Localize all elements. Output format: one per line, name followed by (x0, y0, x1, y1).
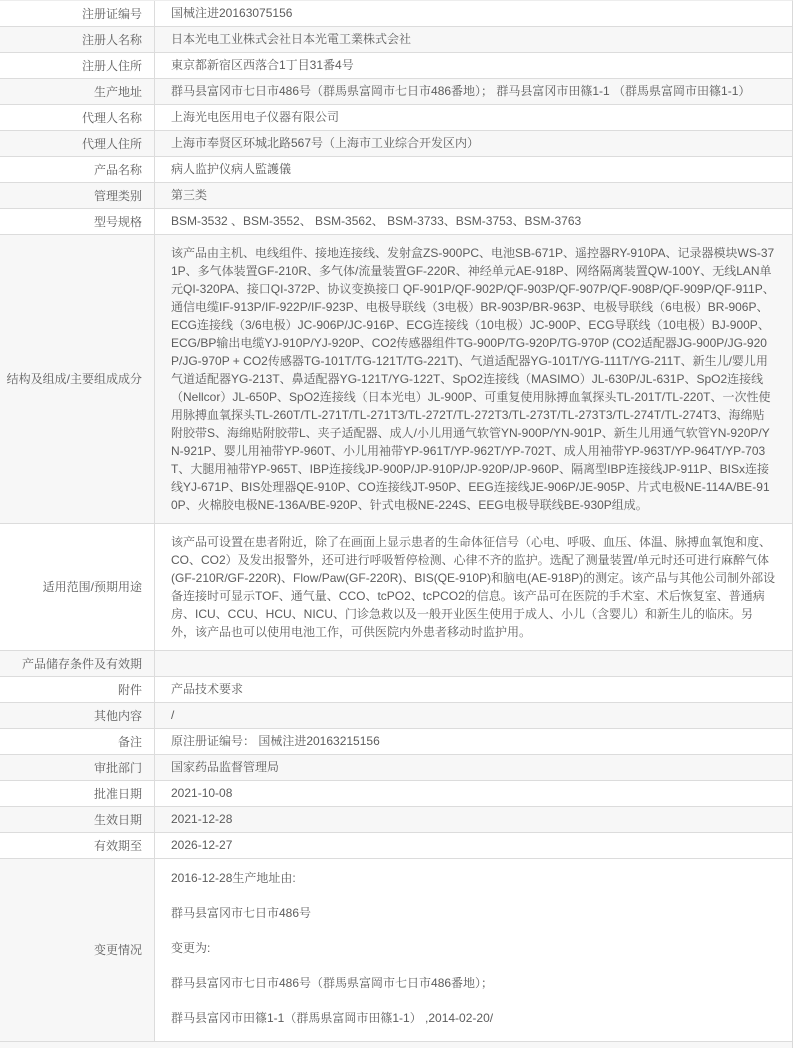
field-label: 代理人名称 (0, 105, 155, 130)
change-info-line: 群马县富冈市田篠1-1（群馬県富岡市田篠1-1） ,2014-02-20/ (171, 1011, 494, 1025)
field-label: 批准日期 (0, 781, 155, 806)
field-value: 上海光电医用电子仪器有限公司 (171, 110, 340, 124)
field-label: 其他内容 (0, 703, 155, 728)
field-value: 该产品可设置在患者附近，除了在画面上显示患者的生命体征信号（心电、呼吸、血压、体温、脉搏血氧饱和度、CO、CO2）及发出报警外，还可进行呼吸暂停检测、心律不齐的监护。选配了测量装置/单元时还可进行麻醉气体(GF-210R/GF-220R)、Flow/Paw(GF-220R)、BIS(QE-910P)和脑电(AE-918P)的测定。该产品与其他公司制外部设备连接时可显示TOF、通气量、CCO、tcPO2、tcPCO2的信息。该产品可在医院的手术室、术后恢复室、普通病房、ICU、CCU、HCU、NICU、门诊急救以及一般开业医生使用于成人、小儿（含婴儿）和新生儿的临床。另外，该产品也可以使用电池工作，可供医院内外患者移动时监护用。 (171, 535, 776, 639)
table-row-product-name (0, 157, 792, 183)
table-row-effective-date (0, 807, 792, 833)
field-value: 产品技术要求 (171, 682, 244, 696)
field-value: 国械注进20163075156 (171, 6, 293, 20)
field-label: 产品储存条件及有效期 (0, 651, 155, 676)
table-row-remarks (0, 729, 792, 755)
table-row-registrant-name (0, 27, 792, 53)
field-value: 2021-10-08 (171, 786, 233, 800)
table-row-attachment (0, 677, 792, 703)
change-info-line: 变更为: (171, 941, 211, 955)
field-value: 国家药品监督管理局 (171, 760, 280, 774)
table-row-management-category (0, 183, 792, 209)
field-label: 备注 (0, 729, 155, 754)
field-label: 变更情况 (0, 859, 155, 1041)
field-label: 生效日期 (0, 807, 155, 832)
table-row-production-address (0, 79, 792, 105)
field-value (155, 651, 792, 676)
field-label: 产品名称 (0, 157, 155, 182)
table-row-structure-composition (0, 235, 792, 524)
table-row-registration-certificate-number (0, 1, 792, 27)
field-label: 生产地址 (0, 79, 155, 104)
field-value: 日本光电工业株式会社日本光電工業株式会社 (171, 32, 412, 46)
change-info-line: 2016-12-28生产地址由: (171, 871, 296, 885)
field-label: 代理人住所 (0, 131, 155, 156)
field-value: 原注册证编号： 国械注进20163215156 (171, 734, 380, 748)
field-value: 病人监护仪病人監護儀 (171, 162, 292, 176)
field-value: 東京都新宿区西落合1丁目31番4号 (171, 58, 354, 72)
field-value: / (171, 708, 175, 722)
field-label: 结构及组成/主要组成成分 (0, 235, 155, 523)
field-value: 第三类 (171, 188, 208, 202)
field-value: 该产品由主机、电线组件、接地连接线、发射盒ZS-900PC、电池SB-671P、遥控器RY-910PA、记录器模块WS-371P、多气体装置GF-210R、多气体/流量装置GF-220R、神经单元AE-918P、网络隔离装置QW-100Y、无线LAN单元QI-320PA、接口QI-372P、协议变换接口 QF-901P/QF-902P/QF-903P/QF-907P/QF-908P/QF-909P/QF-911P、通信电缆IF-913P/IF-922P/IF-923P、电极导联线（3电极）BR-903P/BR-963P、电极导联线（6电极）BR-906P、ECG连接线（3/6电极）JC-906P/JC-916P、ECG连接线（10电极）JC-900P、ECG导联线（10电极）BJ-900P、ECG/BP输出电缆YJ-910P/YJ-920P、CO2传感器组件TG-900P/TG-920P/TG-970P (CO2适配器JG-900P/JG-920P/JG-970P + CO2传感器TG-101T/TG-121T/TG-221T)、气道适配器YG-101T/YG-111T/YG-211T、新生儿/婴儿用气道适配器YG-213T、鼻适配器YG-121T/YG-122T、SpO2连接线（MASIMO）JL-630P/JL-631P、SpO2连接线（Nellcor）JL-650P、SpO2连接线（日本光电）JL-900P、可重复使用脉搏血氧探头TL-201T/TL-220T、一次性使用脉搏血氧探头TL-260T/TL-271T/TL-271T3/TL-272T/TL-272T3/TL-273T/TL-273T3/TL-274T/TL-274T3、海绵贴附胶带S、海绵贴附胶带L、夹子适配器、成人/小儿用通气软管YN-900P/YN-901P、新生儿用通气软管YN-920P/YN-921P、婴儿用袖带YP-960T、小儿用袖带YP-961T/YP-962T/YP-702T、成人用袖带YP-963T/YP-964T/YP-703T、大腿用袖带YP-965T、IBP连接线JP-900P/JP-910P/JP-920P/JP-960P、隔离型IBP连接线JP-911P、BISx连接线YJ-671P、BIS处理器QE-910P、CO连接线JT-950P、EEG连接线JE-906P/JE-905P、片式电极NE-114A/BE-910P、火棉胶电极NE-136A/BE-920P、针式电极NE-224S、EEG电极导联线BE-930P组成。 (171, 246, 775, 512)
field-label: 附件 (0, 677, 155, 702)
field-label: 有效期至 (0, 833, 155, 858)
table-row-valid-until (0, 833, 792, 859)
table-row-model-specification (0, 209, 792, 235)
field-value: 2021-12-28 (171, 812, 233, 826)
table-row-storage-conditions (0, 651, 792, 677)
table-row-agent-name (0, 105, 792, 131)
table-row-other-content (0, 703, 792, 729)
table-row-registrant-address (0, 53, 792, 79)
table-row-agent-address (0, 131, 792, 157)
change-info-line: 群马县富冈市七日市486号（群馬県富岡市七日市486番地）； (171, 976, 494, 990)
field-label: 注册人住所 (0, 53, 155, 78)
table-row-approval-department (0, 755, 792, 781)
field-value (155, 859, 792, 1041)
field-label: 型号规格 (0, 209, 155, 234)
table-row-change-info (0, 859, 792, 1042)
field-label: 管理类别 (0, 183, 155, 208)
cut-off-next-row (0, 1042, 793, 1048)
table-row-approval-date (0, 781, 792, 807)
field-value: BSM-3532 、BSM-3552、 BSM-3562、 BSM-3733、BSM-3753、BSM-3763 (171, 214, 582, 228)
field-label: 适用范围/预期用途 (0, 524, 155, 650)
change-info-line: 群马县富冈市七日市486号 (171, 906, 312, 920)
field-label: 注册人名称 (0, 27, 155, 52)
table-row-intended-use (0, 524, 792, 651)
field-label: 注册证编号 (0, 1, 155, 26)
field-value: 2026-12-27 (171, 838, 233, 852)
field-label: 审批部门 (0, 755, 155, 780)
field-value: 群马县富冈市七日市486号（群馬県富岡市七日市486番地）； 群马县富冈市田篠1-1 （群馬県富岡市田篠1-1） (171, 84, 751, 98)
field-value: 上海市奉贤区环城北路567号（上海市工业综合开发区内） (171, 136, 480, 150)
